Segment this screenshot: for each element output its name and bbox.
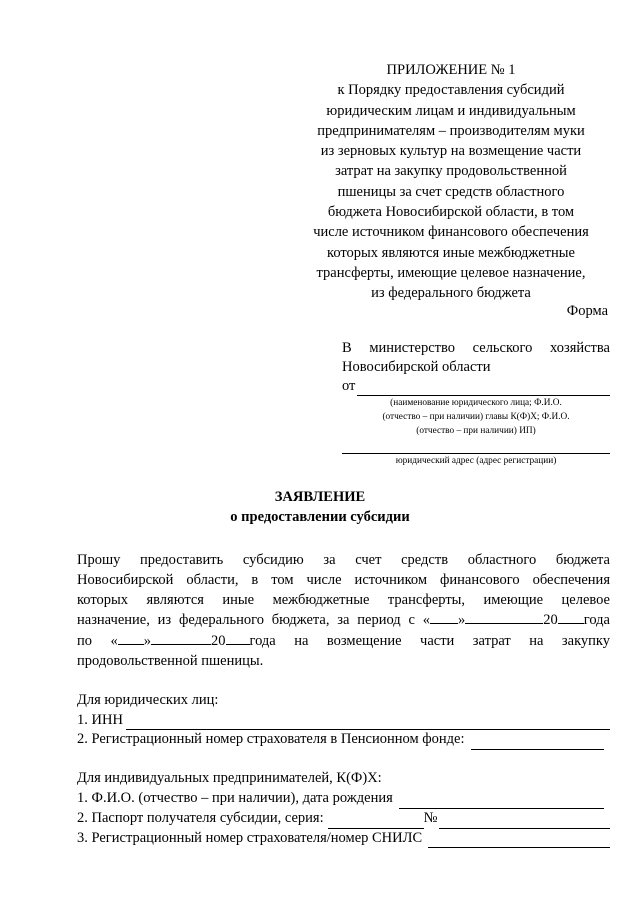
appendix-line: предпринимателям – производителям муки	[317, 122, 585, 139]
form-label: Форма	[566, 303, 608, 319]
applicant-name-hint-1: (наименование юридического лица; Ф.И.О.	[390, 398, 562, 408]
request-text: года	[583, 612, 610, 629]
appendix-header	[300, 60, 602, 304]
appendix-line: к Порядку предоставления субсидий	[337, 82, 565, 99]
passport-series-field[interactable]	[328, 815, 424, 829]
fio-birthdate-field[interactable]	[399, 795, 604, 809]
passport-row	[77, 809, 610, 829]
appendix-line: трансферты, имеющие целевое назначение,	[316, 264, 586, 281]
legal-address-hint: юридический адрес (адрес регистрации)	[395, 456, 557, 466]
request-text: »	[143, 633, 151, 650]
request-paragraph	[77, 551, 610, 672]
inn-label: 1. ИНН	[77, 711, 123, 728]
appendix-line: из федерального бюджета	[371, 285, 531, 302]
appendix-line: из зерновых культур на возмещение части	[320, 143, 582, 160]
request-text: года на возмещение части затрат на закупку	[249, 633, 611, 650]
pension-fund-row	[77, 730, 610, 750]
passport-label: 2. Паспорт получателя субсидии, серия:	[77, 809, 324, 826]
addressee-block	[342, 339, 610, 468]
appendix-line: юридическим лицам и индивидуальным	[326, 102, 576, 119]
appendix-line: пшеницы за счет средств областного	[337, 183, 565, 200]
request-text: назначение, из федерального бюджета, за период с «	[77, 612, 431, 629]
title-line-2: о предоставлении субсидии	[230, 509, 410, 525]
applicant-name-hint-3: (отчество – при наличии) ИП)	[416, 426, 536, 436]
request-text: по «	[77, 633, 118, 650]
appendix-line: бюджета Новосибирской области, в том	[327, 204, 575, 221]
period-to-year-field[interactable]	[226, 631, 250, 645]
document-title	[0, 487, 640, 527]
period-to-month-field[interactable]	[151, 631, 211, 645]
fio-label: 1. Ф.И.О. (отчество – при наличии), дата рождения	[77, 789, 393, 806]
applicant-name-field[interactable]	[357, 380, 610, 396]
request-period-from-line	[77, 610, 610, 631]
snils-row	[77, 829, 610, 849]
request-line: Прошу предоставить субсидию за счет средств областного бюджета	[77, 552, 610, 568]
period-from-day-field[interactable]	[430, 610, 458, 624]
passport-number-label: №	[423, 809, 438, 826]
individual-entrepreneur-section	[77, 769, 610, 848]
inn-row	[77, 711, 610, 731]
appendix-line: которых являются иные межбюджетные	[327, 244, 575, 261]
title-line-1: ЗАЯВЛЕНИЕ	[274, 489, 366, 505]
request-line: Новосибирской области, в том числе источником финансового обеспечения	[77, 571, 610, 588]
snils-field[interactable]	[428, 834, 610, 848]
pension-fund-number-field[interactable]	[471, 736, 604, 750]
legal-entity-heading	[77, 691, 610, 711]
request-text: 20	[211, 633, 226, 650]
request-line: которых являются иные межбюджетные трансферты, имеющие целевое	[77, 591, 610, 608]
appendix-line: затрат на закупку продовольственной	[335, 163, 567, 180]
request-text: »	[458, 612, 466, 629]
addressee-region: Новосибирской области	[342, 359, 491, 375]
request-text: 20	[543, 612, 558, 629]
period-from-month-field[interactable]	[465, 610, 543, 624]
applicant-name-row	[342, 377, 610, 396]
from-label: от	[342, 378, 356, 394]
legal-address-field[interactable]	[342, 441, 610, 454]
fio-row	[77, 789, 610, 809]
inn-field[interactable]	[126, 716, 610, 730]
passport-number-field[interactable]	[439, 815, 610, 829]
appendix-line: ПРИЛОЖЕНИЕ № 1	[386, 62, 516, 78]
appendix-line: числе источником финансового обеспечения	[313, 224, 589, 241]
pension-fund-label: 2. Регистрационный номер страхователя в Пенсионном фонде:	[77, 731, 465, 748]
applicant-name-hint-2: (отчество – при наличии) главы К(Ф)Х; Ф.И.О.	[382, 412, 570, 422]
period-from-year-field[interactable]	[558, 610, 584, 624]
application-body	[77, 551, 610, 848]
section-heading: Для индивидуальных предпринимателей, К(Ф)Х:	[77, 770, 382, 787]
individual-heading	[77, 769, 610, 789]
request-line: продовольственной пшеницы.	[77, 652, 264, 669]
legal-entity-section	[77, 691, 610, 750]
snils-label: 3. Регистрационный номер страхователя/номер СНИЛС	[77, 829, 423, 846]
addressee-ministry: В министерство сельского хозяйства	[342, 340, 610, 356]
section-heading: Для юридических лиц:	[77, 691, 219, 708]
request-period-to-line	[77, 631, 610, 652]
period-to-day-field[interactable]	[118, 631, 144, 645]
